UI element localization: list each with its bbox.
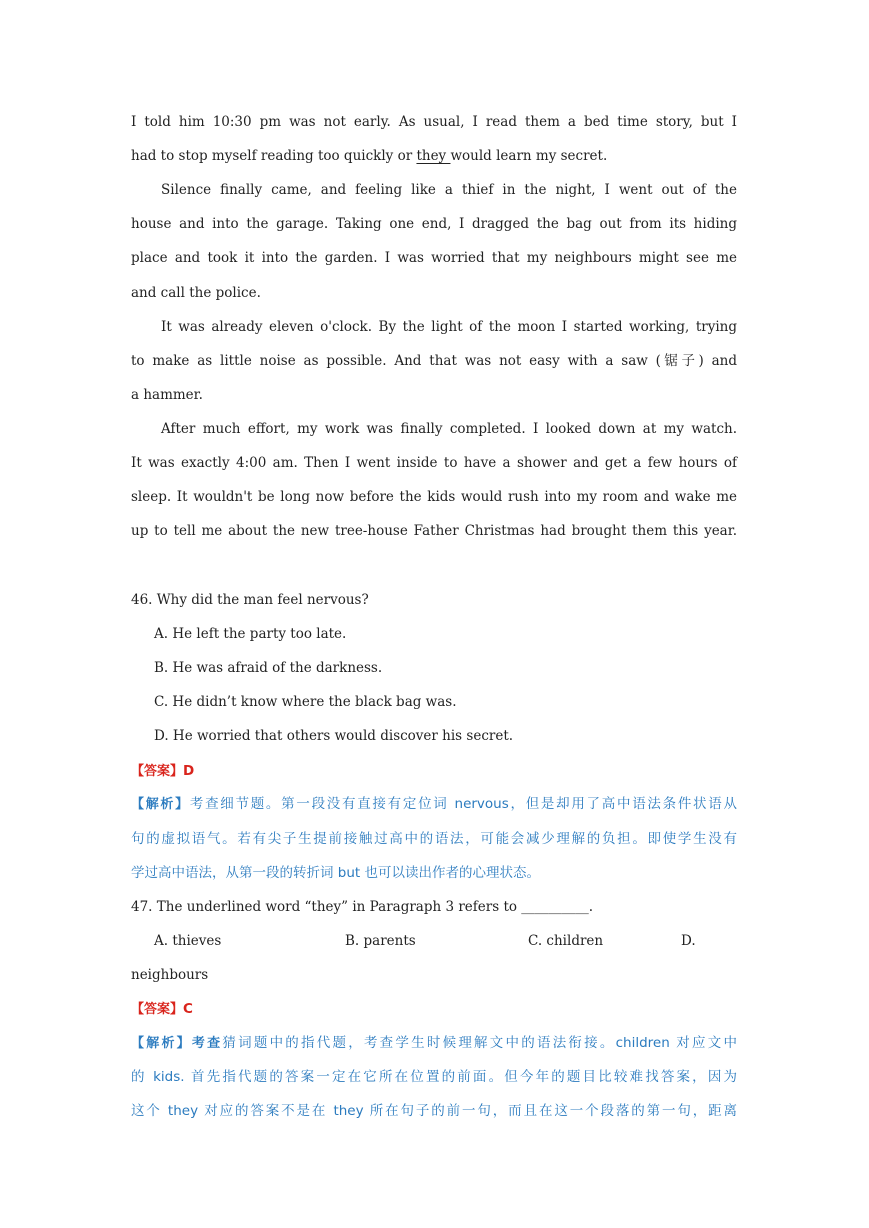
analysis-text: 的 kids. 首先指代题的答案一定在它所在位置的前面。但今年的题目比较难找答案，因为 bbox=[131, 1069, 737, 1085]
passage-line: I told him 10:30 pm was not early. As usual, I read them a bed time story, but I bbox=[131, 114, 737, 130]
q46-option-b: B. He was afraid of the darkness. bbox=[154, 660, 383, 676]
analysis-text: 句的虚拟语气。若有尖子生提前接触过高中的语法，可能会减少理解的负担。即使学生没有 bbox=[131, 831, 737, 847]
q47-option-c: C. children bbox=[528, 933, 604, 949]
analysis-text: 学过高中语法，从第一段的转折词 but 也可以读出作者的心理状态。 bbox=[131, 865, 541, 881]
analysis-text: 这个 they 对应的答案不是在 they 所在句子的前一句，而且在这一个段落的第一句，距离 bbox=[131, 1103, 737, 1119]
analysis-text: 猜词题中的指代题，考查学生时候理解文中的语法衔接。children 对应文中 bbox=[222, 1035, 737, 1051]
passage-line: After much effort, my work was finally completed. I looked down at my watch. bbox=[161, 421, 737, 437]
q46-option-d: D. He worried that others would discover his secret. bbox=[154, 728, 514, 744]
analysis-tag: 【解析】 bbox=[131, 1036, 192, 1051]
passage-line: Silence finally came, and feeling like a thief in the night, I went out of the bbox=[161, 182, 737, 198]
passage-text: had to stop myself reading too quickly or bbox=[131, 148, 417, 164]
passage-line: It was exactly 4:00 am. Then I went inside to have a shower and get a few hours of bbox=[131, 455, 737, 471]
passage-line: sleep. It wouldn't be long now before the kids would rush into my room and wake me bbox=[131, 489, 737, 505]
q46-answer bbox=[131, 761, 737, 782]
answer-tag: 【答案】 bbox=[131, 1002, 184, 1017]
q47-option-b: B. parents bbox=[345, 933, 416, 949]
question-47: 47. The underlined word “they” in Paragraph 3 refers to __________. bbox=[131, 899, 594, 915]
passage-line bbox=[131, 146, 737, 166]
passage-line: It was already eleven o'clock. By the light of the moon I started working, trying bbox=[161, 319, 737, 335]
passage-line: a hammer. bbox=[131, 387, 203, 403]
q47-option-d-cont: neighbours bbox=[131, 967, 209, 983]
passage-line: house and into the garage. Taking one end, I dragged the bag out from its hiding bbox=[131, 216, 737, 232]
passage-line: to make as little noise as possible. And that was not easy with a saw (锯子) and bbox=[131, 353, 737, 369]
analysis-tag: 【解析】 bbox=[131, 797, 190, 812]
q47-option-a: A. thieves bbox=[154, 933, 222, 949]
question-46: 46. Why did the man feel nervous? bbox=[131, 592, 369, 608]
q47-option-d: D. bbox=[681, 933, 696, 949]
analysis-bold: 考查 bbox=[191, 1036, 223, 1051]
passage-line: up to tell me about the new tree-house Father Christmas had brought them this year. bbox=[131, 523, 737, 539]
answer-value: D bbox=[183, 763, 195, 779]
passage-line: and call the police. bbox=[131, 285, 261, 301]
passage-text: would learn my secret. bbox=[450, 148, 608, 164]
analysis-text: 考查细节题。第一段没有直接有定位词 nervous，但是却用了高中语法条件状语从 bbox=[189, 796, 737, 812]
answer-value: C bbox=[183, 1001, 193, 1017]
q46-analysis bbox=[131, 794, 737, 815]
answer-tag: 【答案】 bbox=[131, 764, 184, 779]
q46-option-c: C. He didn’t know where the black bag was. bbox=[154, 694, 457, 710]
q46-option-a: A. He left the party too late. bbox=[154, 626, 347, 642]
passage-line: place and took it into the garden. I was worried that my neighbours might see me bbox=[131, 250, 737, 266]
q47-analysis bbox=[131, 1033, 737, 1054]
q47-answer bbox=[131, 999, 737, 1020]
underlined-word-they: they bbox=[416, 148, 451, 164]
